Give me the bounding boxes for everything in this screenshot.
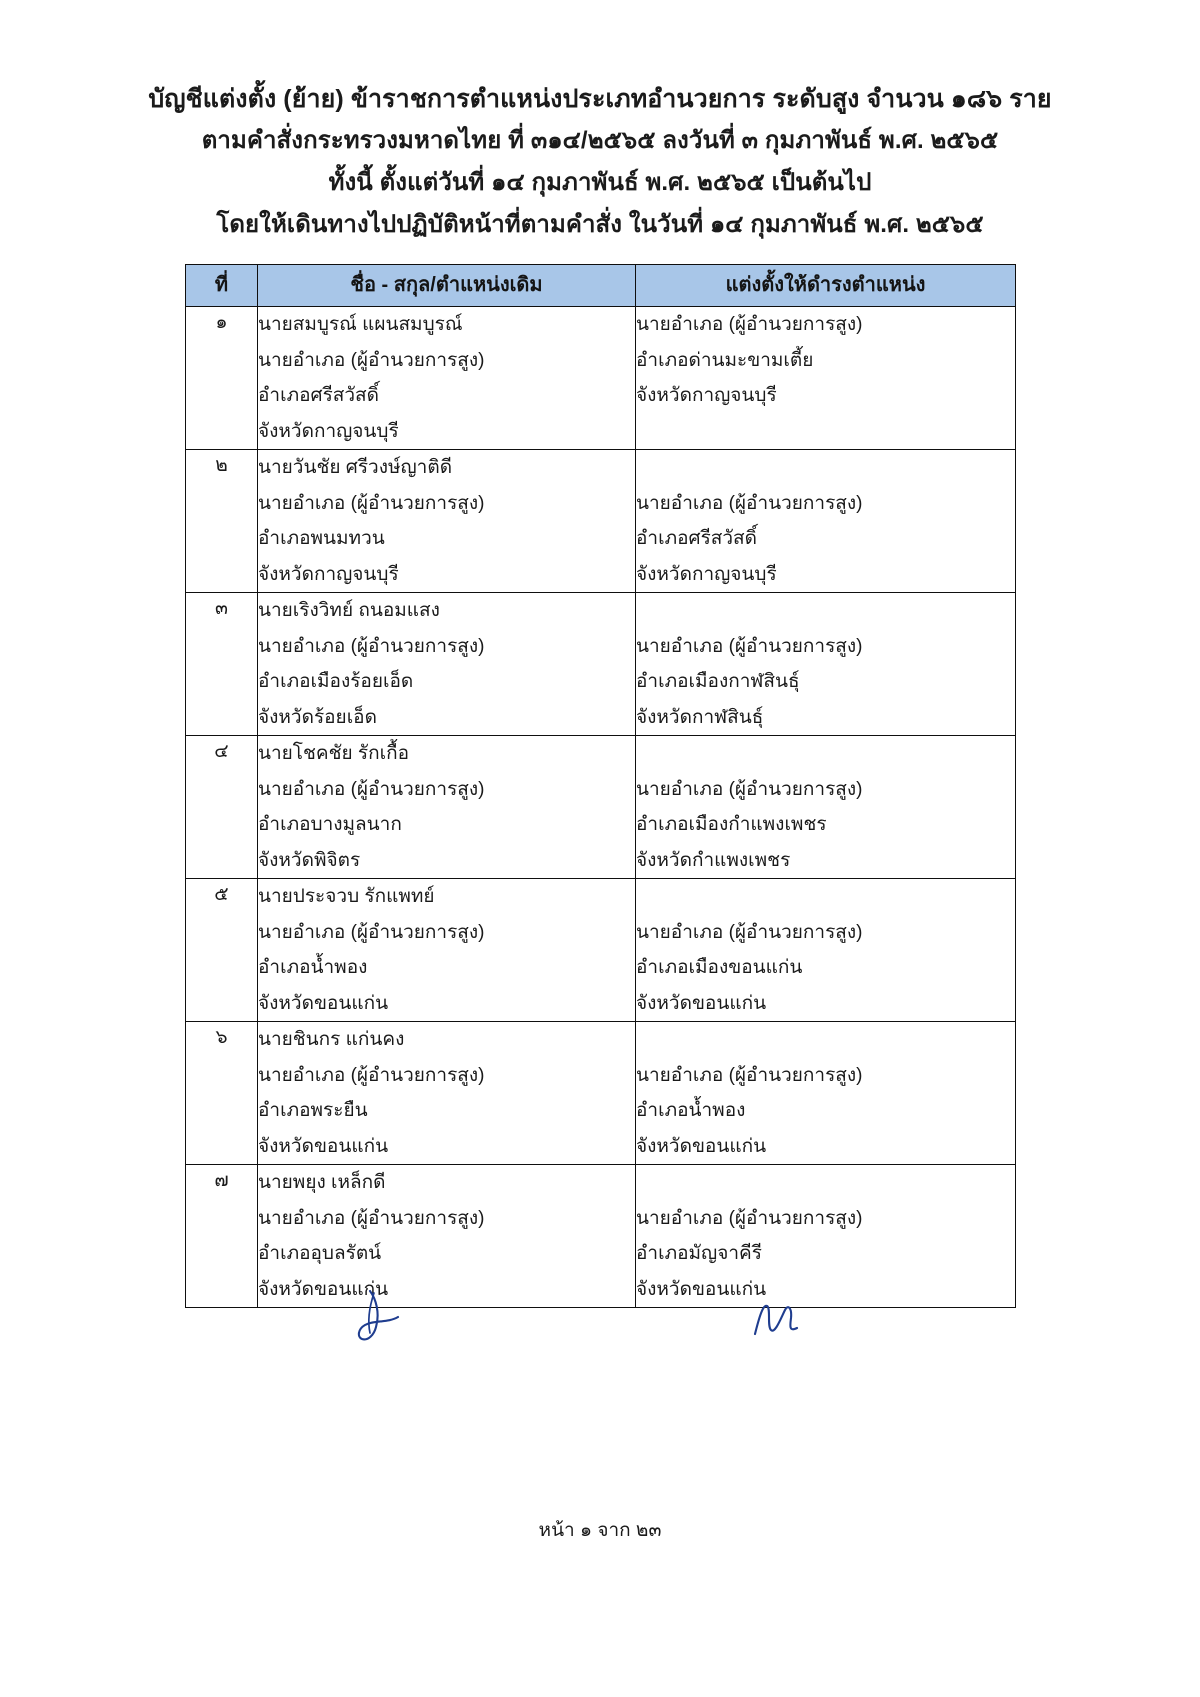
heading-line-1: บัญชีแต่งตั้ง (ย้าย) ข้าราชการตำแหน่งประเภทอำนวยการ ระดับสูง จำนวน ๑๘๖ ราย bbox=[148, 85, 1052, 113]
row-number-cell: ๑ bbox=[186, 307, 258, 450]
current-position-line: อำเภอเมืองร้อยเอ็ด bbox=[258, 671, 414, 692]
row-number-cell: ๔ bbox=[186, 736, 258, 879]
new-position-line: อำเภอศรีสวัสดิ์ bbox=[636, 528, 757, 549]
column-header-new-position: แต่งตั้งให้ดำรงตำแหน่ง bbox=[636, 265, 1016, 307]
current-position-line: นายประจวบ รักแพทย์ bbox=[258, 886, 435, 907]
table-row bbox=[186, 1022, 1016, 1165]
table-row bbox=[186, 736, 1016, 879]
current-position-line: จังหวัดขอนแก่น bbox=[258, 992, 389, 1014]
current-position-line: นายชินกร แก่นคง bbox=[258, 1029, 405, 1050]
column-header-current-position: ชื่อ - สกุล/ตำแหน่งเดิม bbox=[258, 265, 636, 307]
new-position-line: อำเภอเมืองขอนแก่น bbox=[636, 957, 803, 978]
current-position-line: นายอำเภอ (ผู้อำนวยการสูง) bbox=[258, 349, 485, 371]
current-position-line: อำเภออุบลรัตน์ bbox=[258, 1243, 382, 1264]
new-position-cell bbox=[636, 450, 1016, 593]
current-position-line: นายพยุง เหล็กดี bbox=[258, 1172, 386, 1193]
current-position-line: อำเภอศรีสวัสดิ์ bbox=[258, 385, 379, 406]
new-position-line: จังหวัดขอนแก่น bbox=[636, 1135, 767, 1157]
page-footer: หน้า ๑ จาก ๒๓ bbox=[538, 1520, 662, 1541]
current-position-cell bbox=[258, 736, 636, 879]
table-row bbox=[186, 879, 1016, 1022]
new-position-line: จังหวัดขอนแก่น bbox=[636, 1278, 767, 1300]
new-position-cell bbox=[636, 1022, 1016, 1165]
new-position-line: จังหวัดกาฬสินธุ์ bbox=[636, 706, 764, 728]
new-position-line: จังหวัดกำแพงเพชร bbox=[636, 849, 791, 871]
table-row bbox=[186, 1165, 1016, 1308]
table-header bbox=[186, 265, 1016, 307]
current-position-line: จังหวัดกาญจนบุรี bbox=[258, 563, 399, 585]
current-position-line: นายเริงวิทย์ ถนอมแสง bbox=[258, 600, 440, 621]
current-position-line: จังหวัดพิจิตร bbox=[258, 849, 361, 871]
new-position-line: นายอำเภอ (ผู้อำนวยการสูง) bbox=[636, 778, 863, 800]
column-header-number: ที่ bbox=[186, 265, 258, 307]
current-position-cell bbox=[258, 1165, 636, 1308]
new-position-cell bbox=[636, 736, 1016, 879]
heading-line-3: ทั้งนี้ ตั้งแต่วันที่ ๑๔ กุมภาพันธ์ พ.ศ. ๒๕๖๕ เป็นต้นไป bbox=[328, 169, 872, 196]
current-position-line: นายโชคชัย รักเกื้อ bbox=[258, 743, 410, 764]
table-row bbox=[186, 593, 1016, 736]
document-heading bbox=[0, 0, 1200, 246]
new-position-line: จังหวัดขอนแก่น bbox=[636, 992, 767, 1014]
current-position-line: นายวันชัย ศรีวงษ์ญาติดี bbox=[258, 457, 453, 478]
current-position-line: อำเภอน้ำพอง bbox=[258, 957, 368, 978]
current-position-cell bbox=[258, 450, 636, 593]
new-position-line: นายอำเภอ (ผู้อำนวยการสูง) bbox=[636, 314, 863, 335]
current-position-cell bbox=[258, 593, 636, 736]
new-position-line: นายอำเภอ (ผู้อำนวยการสูง) bbox=[636, 1064, 863, 1086]
row-number-cell: ๓ bbox=[186, 593, 258, 736]
current-position-line: นายอำเภอ (ผู้อำนวยการสูง) bbox=[258, 778, 485, 800]
roster-table-container bbox=[185, 264, 1015, 1308]
table-row bbox=[186, 307, 1016, 450]
row-number-cell: ๗ bbox=[186, 1165, 258, 1308]
current-position-line: จังหวัดร้อยเอ็ด bbox=[258, 706, 377, 728]
new-position-line: นายอำเภอ (ผู้อำนวยการสูง) bbox=[636, 1207, 863, 1229]
new-position-line: นายอำเภอ (ผู้อำนวยการสูง) bbox=[636, 921, 863, 943]
new-position-line: นายอำเภอ (ผู้อำนวยการสูง) bbox=[636, 492, 863, 514]
current-position-line: นายสมบูรณ์ แผนสมบูรณ์ bbox=[258, 314, 463, 335]
current-position-line: อำเภอพนมทวน bbox=[258, 528, 385, 549]
current-position-line: อำเภอพระยืน bbox=[258, 1100, 368, 1121]
new-position-line: นายอำเภอ (ผู้อำนวยการสูง) bbox=[636, 635, 863, 657]
new-position-cell bbox=[636, 879, 1016, 1022]
new-position-line: จังหวัดกาญจนบุรี bbox=[636, 385, 777, 406]
new-position-line: อำเภอน้ำพอง bbox=[636, 1100, 746, 1121]
current-position-cell bbox=[258, 879, 636, 1022]
row-number-cell: ๖ bbox=[186, 1022, 258, 1165]
new-position-line: อำเภอเมืองกำแพงเพชร bbox=[636, 814, 827, 835]
heading-line-4: โดยให้เดินทางไปปฏิบัติหน้าที่ตามคำสั่ง ในวันที่ ๑๔ กุมภาพันธ์ พ.ศ. ๒๕๖๕ bbox=[216, 211, 984, 238]
row-number-cell: ๕ bbox=[186, 879, 258, 1022]
current-position-line: นายอำเภอ (ผู้อำนวยการสูง) bbox=[258, 1207, 485, 1229]
heading-line-2: ตามคำสั่งกระทรวงมหาดไทย ที่ ๓๑๔/๒๕๖๕ ลงวันที่ ๓ กุมภาพันธ์ พ.ศ. ๒๕๖๕ bbox=[201, 127, 999, 154]
current-position-line: นายอำเภอ (ผู้อำนวยการสูง) bbox=[258, 921, 485, 943]
table-body bbox=[186, 307, 1016, 1308]
new-position-cell bbox=[636, 1165, 1016, 1308]
table-row bbox=[186, 450, 1016, 593]
current-position-line: นายอำเภอ (ผู้อำนวยการสูง) bbox=[258, 635, 485, 657]
current-position-line: จังหวัดขอนแก่น bbox=[258, 1278, 389, 1300]
roster-table bbox=[185, 264, 1016, 1308]
current-position-line: อำเภอบางมูลนาก bbox=[258, 814, 402, 835]
new-position-line: จังหวัดกาญจนบุรี bbox=[636, 563, 777, 585]
current-position-line: นายอำเภอ (ผู้อำนวยการสูง) bbox=[258, 1064, 485, 1086]
current-position-cell bbox=[258, 1022, 636, 1165]
row-number-cell: ๒ bbox=[186, 450, 258, 593]
new-position-cell bbox=[636, 307, 1016, 450]
new-position-line: อำเภอด่านมะขามเตี้ย bbox=[636, 349, 814, 371]
new-position-cell bbox=[636, 593, 1016, 736]
current-position-line: นายอำเภอ (ผู้อำนวยการสูง) bbox=[258, 492, 485, 514]
table-header-row bbox=[186, 265, 1016, 307]
current-position-line: จังหวัดกาญจนบุรี bbox=[258, 420, 399, 442]
current-position-line: จังหวัดขอนแก่น bbox=[258, 1135, 389, 1157]
current-position-cell bbox=[258, 307, 636, 450]
new-position-line: อำเภอเมืองกาฬสินธุ์ bbox=[636, 671, 800, 692]
new-position-line: อำเภอมัญจาคีรี bbox=[636, 1243, 762, 1264]
